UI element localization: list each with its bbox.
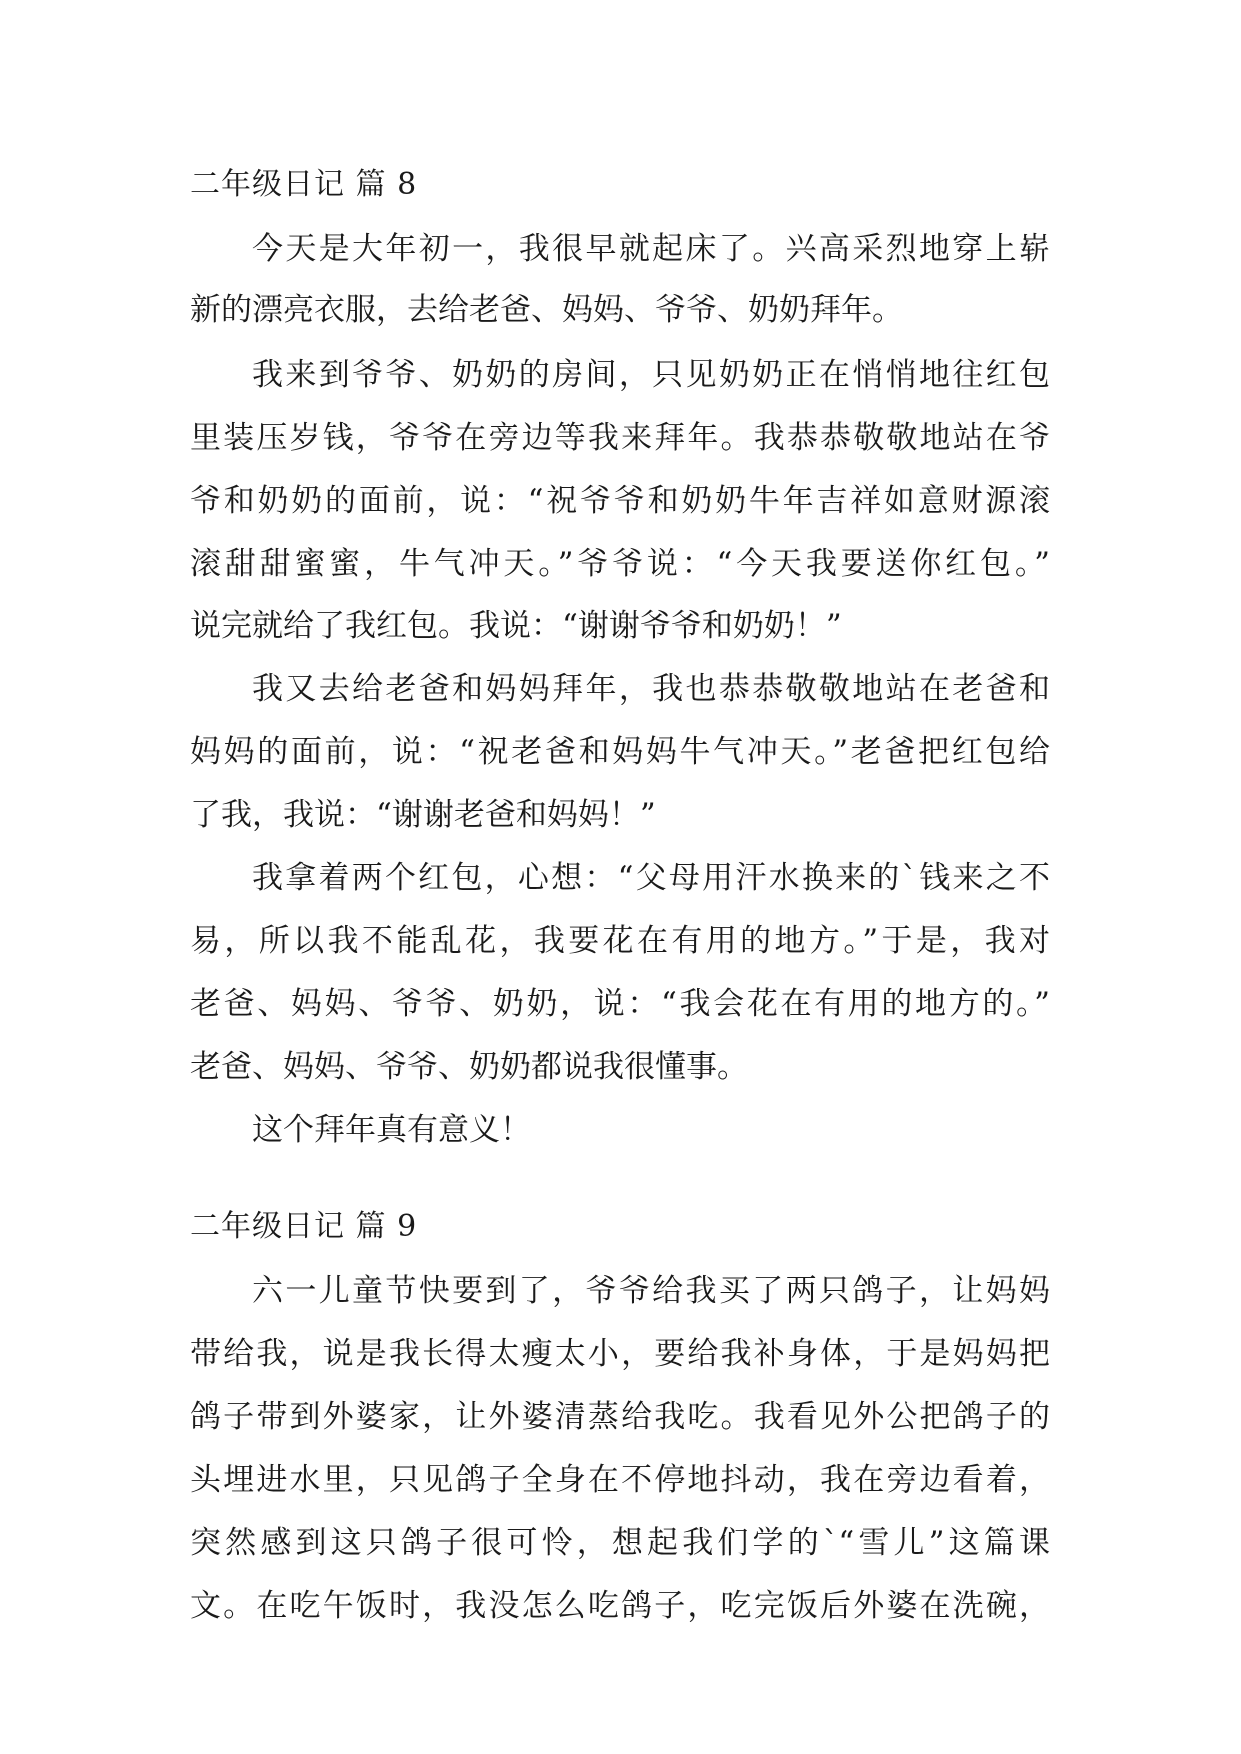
entry-8-line-14: 老爸、妈妈、爷爷、奶奶都说我很懂事。 xyxy=(190,1049,748,1085)
entry-8-line-7: 说完就给了我红包。我说：“谢谢爷爷和奶奶！” xyxy=(190,608,842,644)
entry-8-line-3: 我来到爷爷、奶奶的房间，只见奶奶正在悄悄地往红包 xyxy=(252,357,1050,393)
entry-8-line-5: 爷和奶奶的面前，说：“祝爷爷和奶奶牛年吉祥如意财源滚 xyxy=(190,483,1050,519)
entry-8-line-15: 这个拜年真有意义！ xyxy=(252,1112,531,1148)
entry-8-line-13: 老爸、妈妈、爷爷、奶奶，说：“我会花在有用的地方的。” xyxy=(190,986,1050,1022)
entry-8-line-8: 我又去给老爸和妈妈拜年，我也恭恭敬敬地站在老爸和 xyxy=(252,671,1050,707)
entry-9-line-2: 带给我，说是我长得太瘦太小，要给我补身体，于是妈妈把 xyxy=(190,1336,1050,1372)
entry-8-line-10: 了我，我说：“谢谢老爸和妈妈！” xyxy=(190,797,656,833)
entry-8-line-1: 今天是大年初一，我很早就起床了。兴高采烈地穿上崭 xyxy=(252,231,1050,267)
entry-8-line-6: 滚甜甜蜜蜜，牛气冲天。”爷爷说：“今天我要送你红包。” xyxy=(190,546,1050,582)
entry-9-line-6: 文。在吃午饭时，我没怎么吃鸽子，吃完饭后外婆在洗碗， xyxy=(190,1588,1050,1624)
entry-8-line-4: 里装压岁钱，爷爷在旁边等我来拜年。我恭恭敬敬地站在爷 xyxy=(190,420,1050,456)
entry-9-line-1: 六一儿童节快要到了，爷爷给我买了两只鸽子，让妈妈 xyxy=(252,1273,1050,1309)
entry-8-line-11: 我拿着两个红包，心想：“父母用汗水换来的`钱来之不 xyxy=(252,860,1050,896)
entry-8-heading: 二年级日记 篇 8 xyxy=(190,167,418,202)
entry-8-line-2: 新的漂亮衣服，去给老爸、妈妈、爷爷、奶奶拜年。 xyxy=(190,292,903,328)
entry-9-heading: 二年级日记 篇 9 xyxy=(190,1209,418,1244)
entry-8-line-12: 易，所以我不能乱花，我要花在有用的地方。”于是，我对 xyxy=(190,923,1050,959)
entry-9-line-3: 鸽子带到外婆家，让外婆清蒸给我吃。我看见外公把鸽子的 xyxy=(190,1399,1050,1435)
entry-9-line-4: 头埋进水里，只见鸽子全身在不停地抖动，我在旁边看着， xyxy=(190,1462,1050,1498)
entry-9-line-5: 突然感到这只鸽子很可怜，想起我们学的`“雪儿”这篇课 xyxy=(190,1525,1050,1561)
entry-8-line-9: 妈妈的面前，说：“祝老爸和妈妈牛气冲天。”老爸把红包给 xyxy=(190,734,1050,770)
